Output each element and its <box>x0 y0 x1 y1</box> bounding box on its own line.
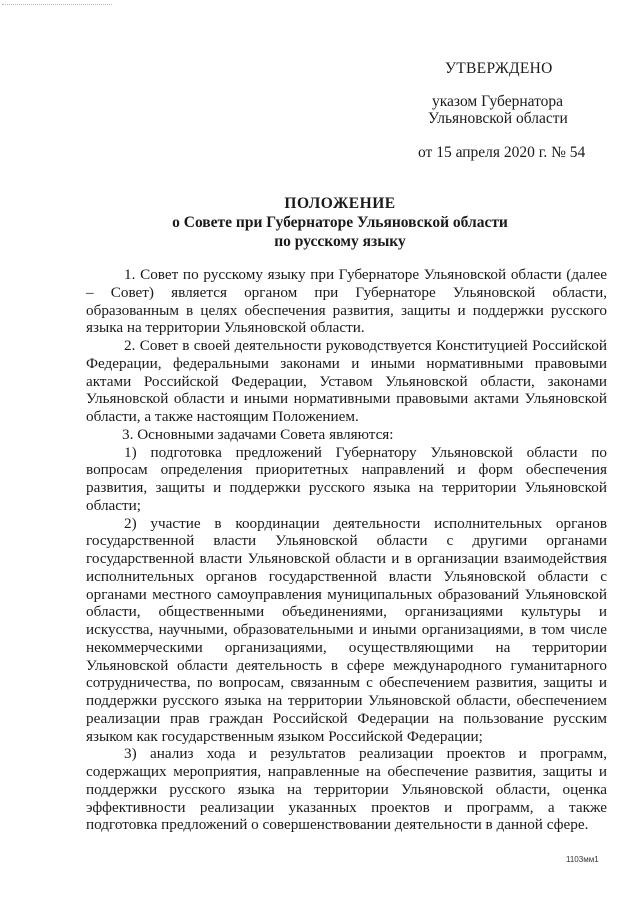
scan-artifact <box>2 4 112 9</box>
subitem-3: 3) анализ хода и результатов реализации проектов и программ, содержащих мероприятия, направленные на обеспечение развития, защиты и поддержки русского языка на территории Ульяновской области, оценка эффективности реализации указанных проектов и программ, а также подготовка предложений о совершенствовании деятельности в данной сфере. <box>86 745 607 834</box>
decree-line-2: Ульяновской области <box>428 110 568 127</box>
title-line-2: о Совете при Губернаторе Ульяновской области <box>172 214 508 231</box>
paragraph-3: 3. Основными задачами Совета являются: <box>122 425 394 443</box>
decree-date: от 15 апреля 2020 г. № 54 <box>418 144 586 161</box>
document-code: 1103мм1 <box>566 855 599 864</box>
document-title <box>120 194 560 251</box>
document-body <box>86 266 607 834</box>
paragraph-2: 2. Совет в своей деятельности руководствуется Конституцией Российской Федерации, федеральными законами и иными нормативными правовыми актами Российской Федерации, Уставом Ульяновской области, законами Ульяновской области и иными нормативными правовыми актами Ульяновской области, а также настоящим Положением. <box>86 337 607 425</box>
decree-line-1: указом Губернатора <box>432 93 564 110</box>
approved-heading: УТВЕРЖДЕНО <box>445 60 553 77</box>
title-line-1: ПОЛОЖЕНИЕ <box>284 195 396 212</box>
subitem-2: 2) участие в координации деятельности исполнительных органов государственной власти Ульяновской области с другими органами государственной власти Ульяновской области и в организации взаимодействия исполнительных органов государственной власти Ульяновской области с органами местного самоуправления муниципальных образований Ульяновской области, общественными объединениями, организациями культуры и искусства, научными, образовательными и иными организациями, в том числе некоммерческими организациями, осуществляющими на территории Ульяновской области деятельность в сфере международного гуманитарного сотрудничества, по вопросам, связанным с обеспечением развития, защиты и поддержки русского языка на территории Ульяновской области, обеспечением реализации прав граждан Российской Федерации на пользование русским языком как государственным языком Российской Федерации; <box>86 514 607 745</box>
title-line-3: по русскому языку <box>274 233 406 250</box>
subitem-1: 1) подготовка предложений Губернатору Ульяновской области по вопросам определения приоритетных направлений и форм обеспечения развития, защиты и поддержки русского языка на территории Ульяновской области; <box>86 443 607 514</box>
paragraph-1: 1. Совет по русскому языку при Губернаторе Ульяновской области (далее – Совет) является органом при Губернаторе Ульяновской области, образованным в целях обеспечения развития, защиты и поддержки русского языка на территории Ульяновской области. <box>86 266 607 337</box>
